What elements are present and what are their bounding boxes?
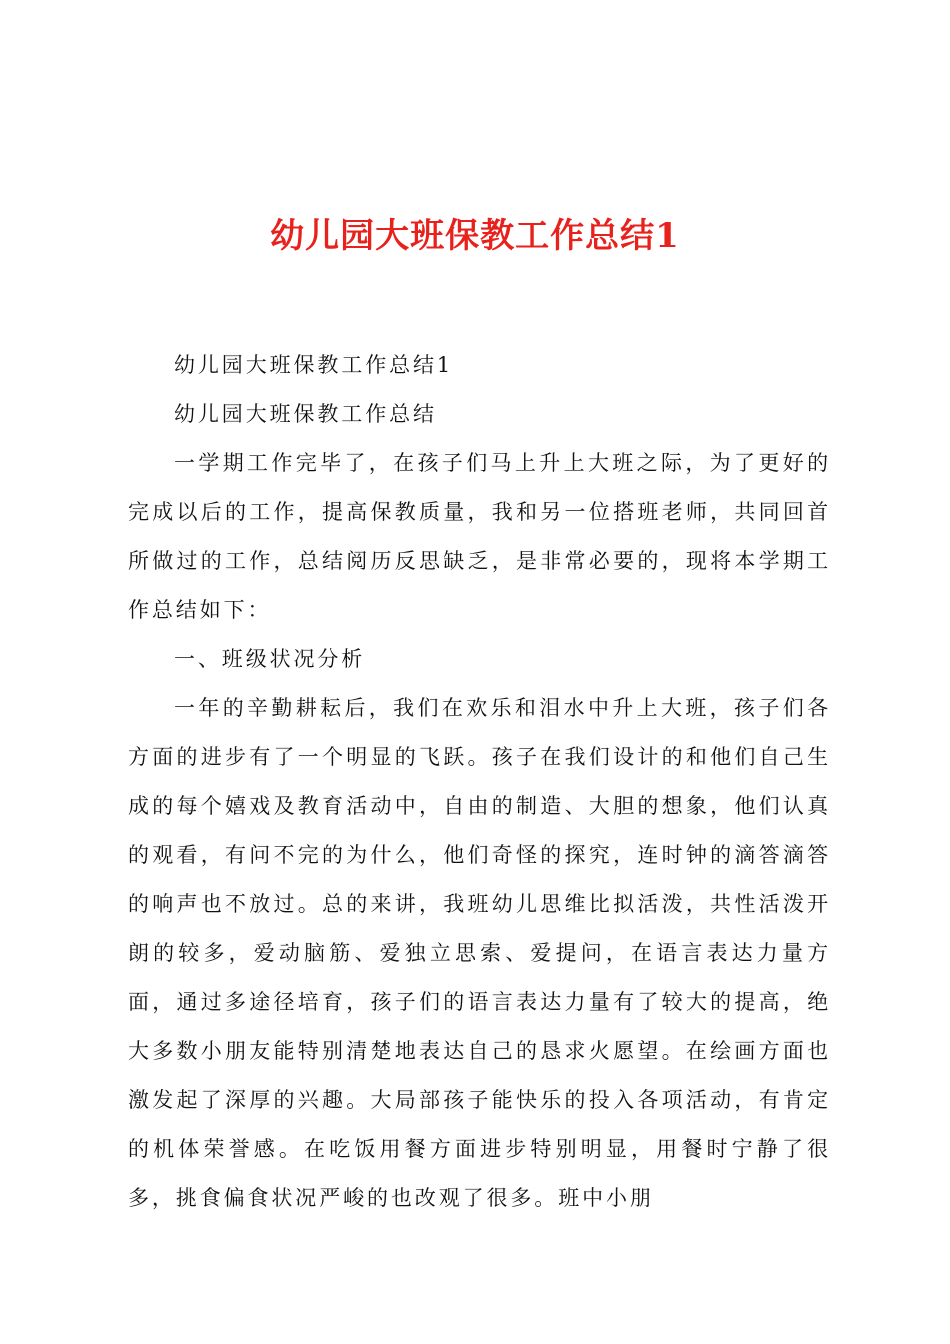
paragraph-intro: 一学期工作完毕了，在孩子们马上升上大班之际，为了更好的完成以后的工作，提高保教质量，我和另一位搭班老师，共同回首所做过的工作，总结阅历反思缺乏，是非常必要的，现将本学期工作总结如下：: [128, 451, 831, 622]
paragraph-class-analysis: 一年的辛勤耕耘后，我们在欢乐和泪水中升上大班，孩子们各方面的进步有了一个明显的飞跃。孩子在我们设计的和他们自己生成的每个嬉戏及教育活动中，自由的制造、大胆的想象，他们认真的观看，有问不完的为什么，他们奇怪的探究，连时钟的滴答滴答的响声也不放过。总的来讲，我班幼儿思维比拟活泼，共性活泼开朗的较多，爱动脑筋、爱独立思索、爱提问，在语言表达力量方面，通过多途径培育，孩子们的语言表达力量有了较大的提高，绝大多数小朋友能特别清楚地表达自己的恳求火愿望。在绘画方面也激发起了深厚的兴趣。大局部孩子能快乐的投入各项活动，有肯定的机体荣誉感。在吃饭用餐方面进步特别明显，用餐时宁静了很多，挑食偏食状况严峻的也改观了很多。班中小朋: [128, 696, 831, 1210]
document-body: [128, 341, 831, 1223]
section-heading: 一、班级状况分析: [174, 647, 366, 671]
paragraph-subtitle: 幼儿园大班保教工作总结: [174, 402, 437, 426]
document-title: 幼儿园大班保教工作总结1: [270, 216, 680, 256]
paragraph-heading-repeat: 幼儿园大班保教工作总结1: [174, 353, 454, 377]
